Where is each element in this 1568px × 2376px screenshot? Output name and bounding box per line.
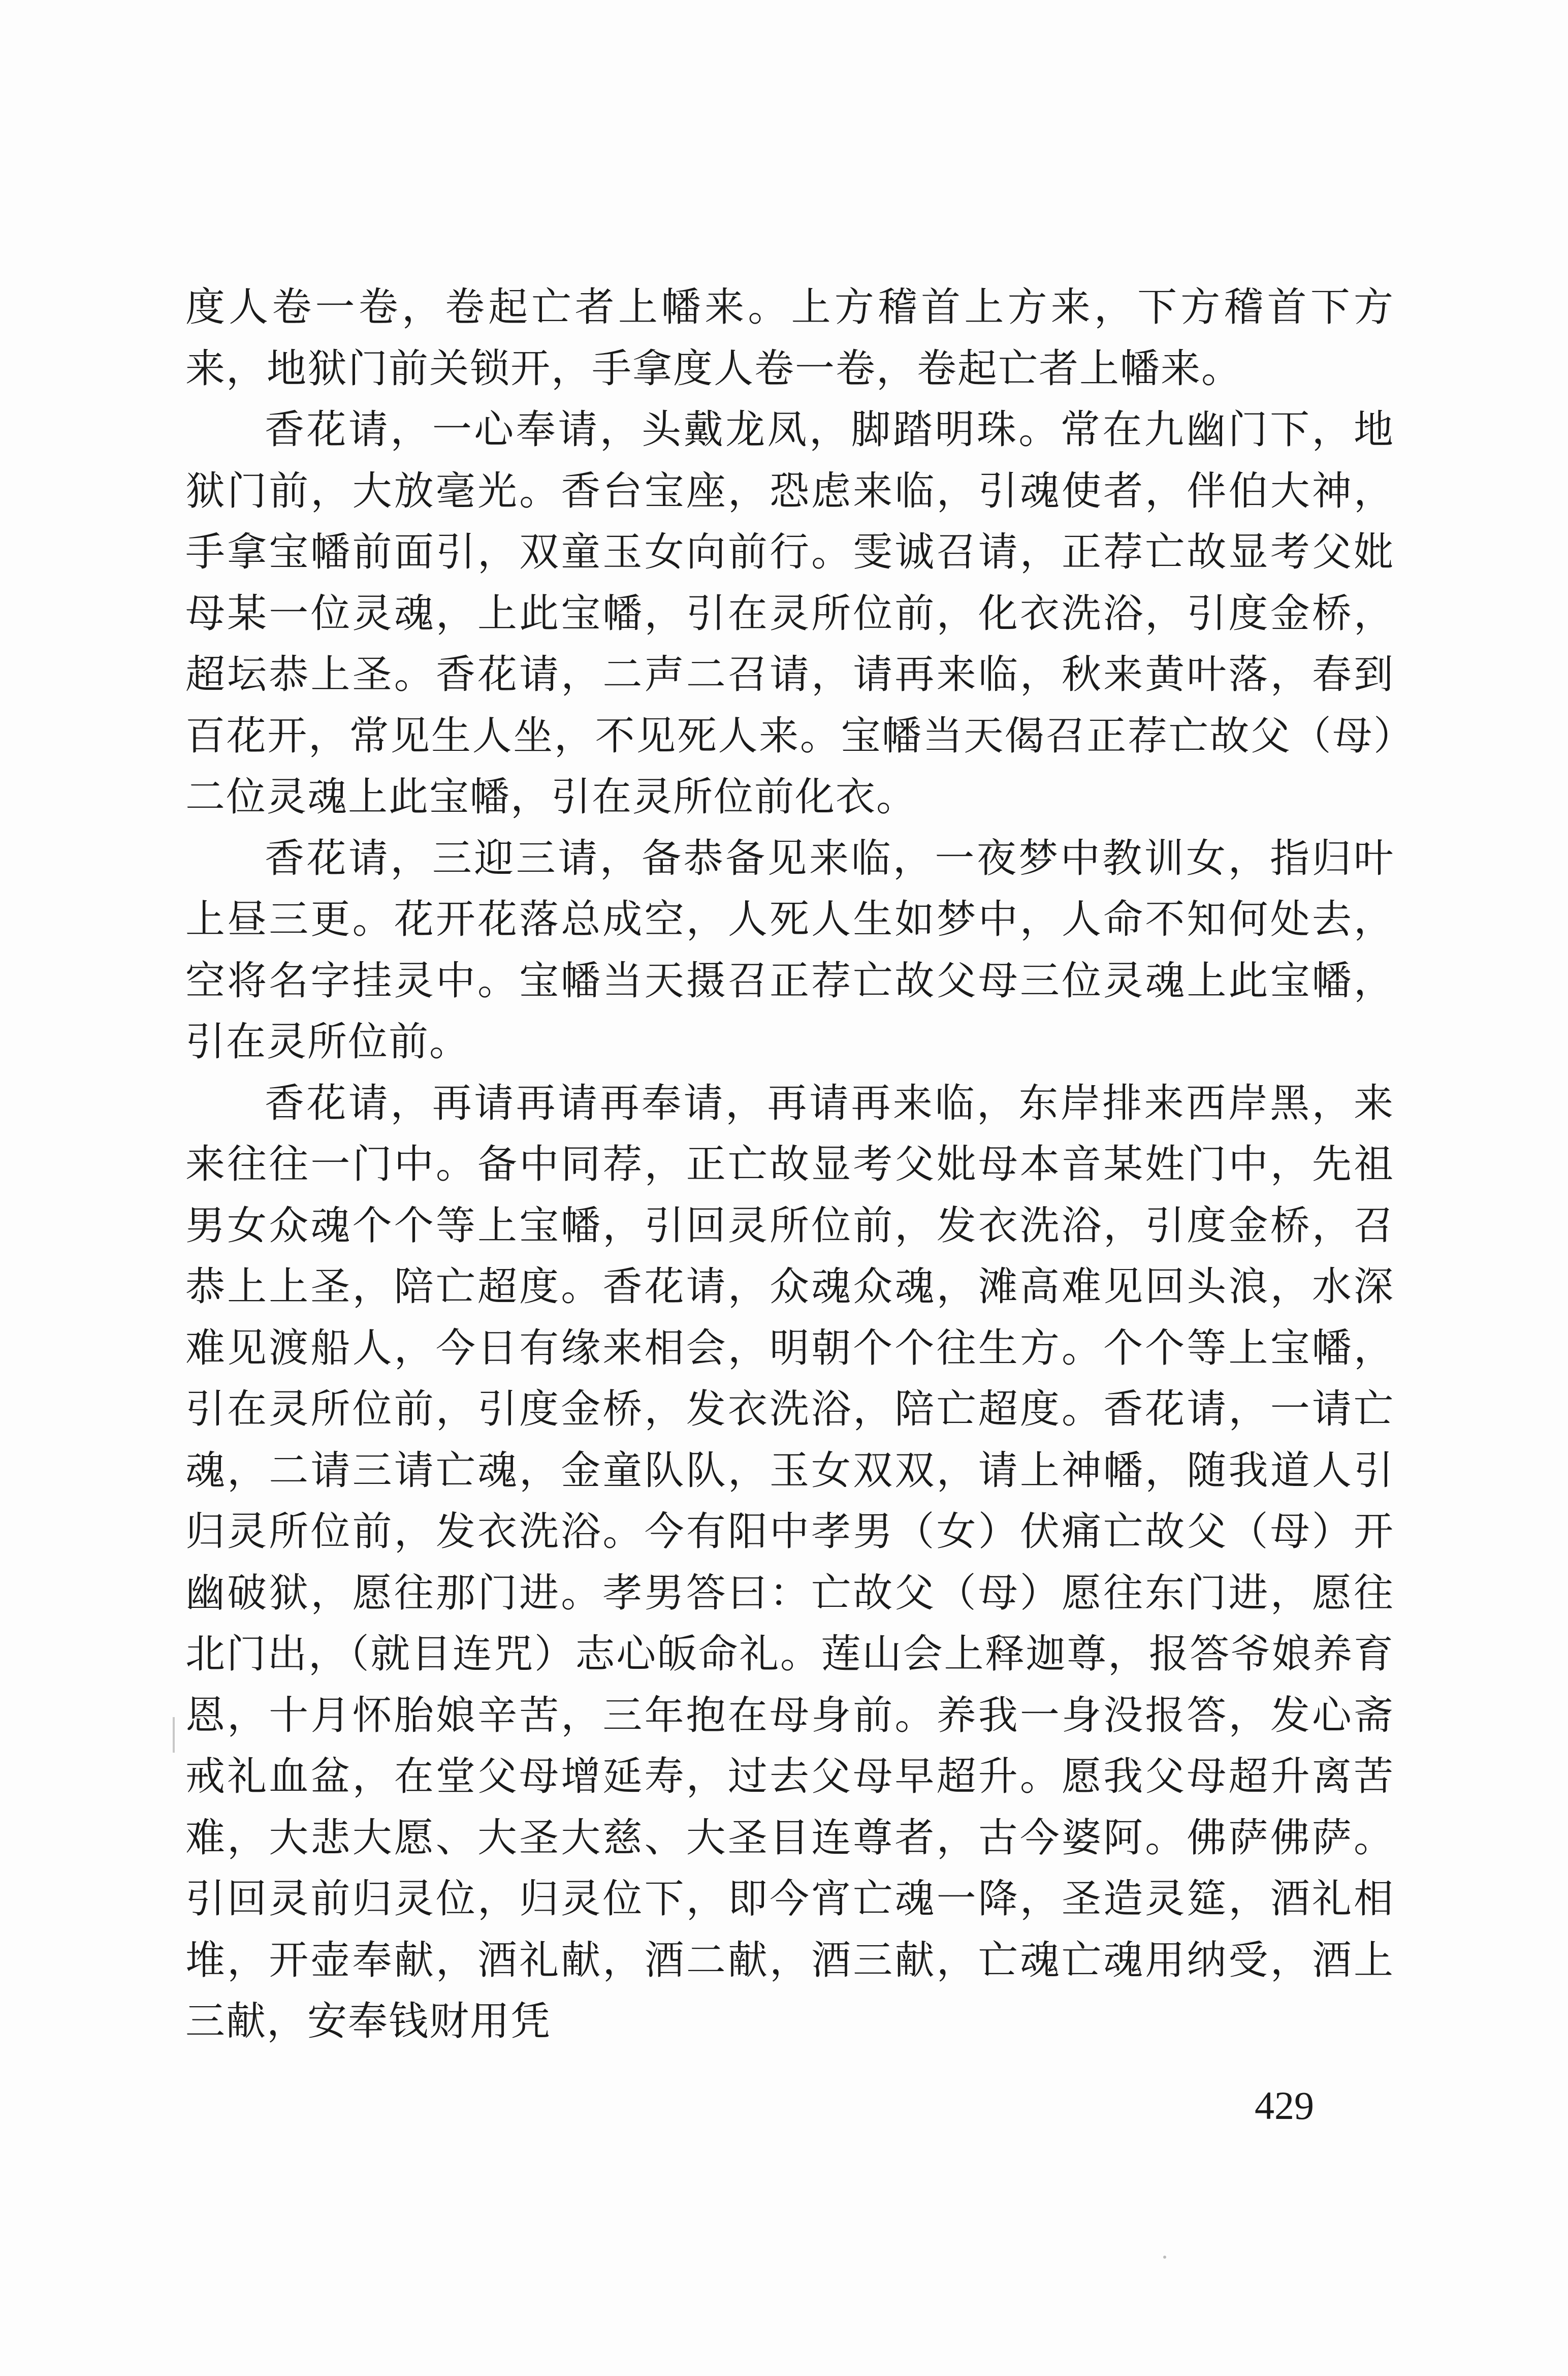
paragraph-4: 香花请，再请再请再奉请，再请再来临，东岸排来西岸黑，来来往往一门中。备中同荐，正亡故显考父妣母本音某姓门中，先祖男女众魂个个等上宝幡，引回灵所位前，发衣洗浴，引度金桥，召恭上上圣，陪亡超度。香花请，众魂众魂，滩高难见回头浪，水深难见渡船人，今日有缘来相会，明朝个个往生方。个个等上宝幡，引在灵所位前，引度金桥，发衣洗浴，陪亡超度。香花请，一请亡魂，二请三请亡魂，金童队队，玉女双双，请上神幡，随我道人引归灵所位前，发衣洗浴。今有阳中孝男（女）伏痛亡故父（母）开幽破狱，愿往那门进。孝男答曰：亡故父（母）愿往东门进，愿往北门出，（就目连咒）志心皈命礼。莲山会上释迦尊，报答爷娘养育恩，十月怀胎娘辛苦，三年抱在母身前。养我一身没报答，发心斋戒礼血盆，在堂父母增延寿，过去父母早超升。愿我父母超升离苦难，大悲大愿、大圣大慈、大圣目连尊者，古今婆阿。佛萨佛萨。引回灵前归灵位，归灵位下，即今宵亡魂一降，圣造灵筵，酒礼相堆，开壶奉献，酒礼献，酒二献，酒三献，亡魂亡魂用纳受，酒上三献，安奉钱财用凭 <box>185 1080 1394 2044</box>
body-text <box>185 277 1394 2052</box>
paragraph-1: 度人卷一卷，卷起亡者上幡来。上方稽首上方来，下方稽首下方来，地狱门前关锁开，手拿度人卷一卷，卷起亡者上幡来。 <box>185 284 1394 392</box>
margin-scan-mark <box>173 1717 175 1753</box>
scan-dot <box>1163 2256 1166 2259</box>
paragraph-3: 香花请，三迎三请，备恭备见来临，一夜梦中教训女，指归叶上昼三更。花开花落总成空，人死人生如梦中，人命不知何处去，空将名字挂灵中。宝幡当天摄召正荐亡故父母三位灵魂上此宝幡，引在灵所位前。 <box>185 835 1394 1065</box>
page-number: 429 <box>1255 2083 1314 2128</box>
paragraph-2: 香花请，一心奉请，头戴龙凤，脚踏明珠。常在九幽门下，地狱门前，大放毫光。香台宝座，恐虑来临，引魂使者，伴伯大神，手拿宝幡前面引，双童玉女向前行。雯诚召请，正荐亡故显考父妣母某一位灵魂，上此宝幡，引在灵所位前，化衣洗浴，引度金桥，超坛恭上圣。香花请，二声二召请，请再来临，秋来黄叶落，春到百花开，常见生人坐，不见死人来。宝幡当天偈召正荐亡故父（母）二位灵魂上此宝幡，引在灵所位前化衣。 <box>185 407 1394 820</box>
